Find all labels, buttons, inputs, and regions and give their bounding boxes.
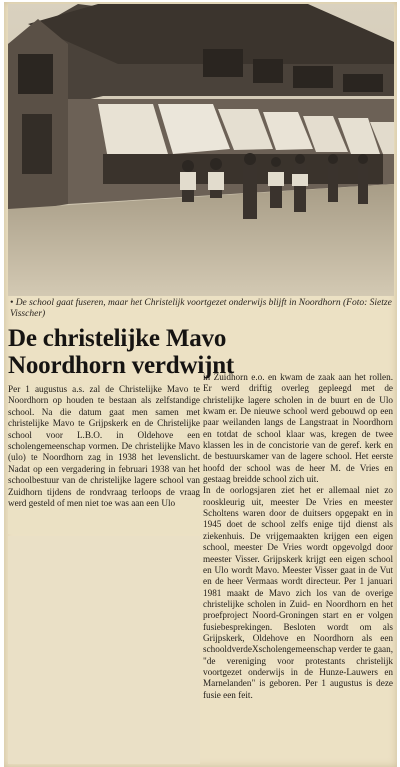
school-building-image xyxy=(8,4,394,296)
photo-caption: • De school gaat fuseren, maar het Christelijk voortgezet onderwijs blijft in Noordhorn (Foto: Sietze Visscher) xyxy=(10,298,392,319)
article-column-right xyxy=(203,372,393,764)
headline-line-1: De christelijke Mavo xyxy=(8,325,227,352)
article-paragraph: in Zuidhorn e.o. en kwam de zaak aan het rollen. Er werd driftig overleg gepleegd met de christelijke lagere scholen in de buurt en de Ulo kwam er. De nieuwe school werd gebouwd op een paar weilanden langs de Langstraat in Noordhorn en totdat de school klaar was, kregen de twee klassen les in de concistorie van de geref. kerk en de bestuurskamer van de lagere school. Het eerste hoofd der school was de heer M. de Vries en gestaag breidde school zich uit. xyxy=(203,372,393,485)
blank-area xyxy=(8,536,200,764)
article-headline xyxy=(8,325,308,379)
article-paragraph: Per 1 augustus a.s. zal de Christelijke Mavo te Noordhorn op houden te bestaan als zelfstandige school. Na die datum gaat men samen met christelijke Mavo te Grijpskerk en de Christelijke school voor L.B.O. in Oldehove een scholengemeenschap vormen. De christelijke Mavo (ulo) te Noordhorn zag in 1938 het levenslicht. Nadat op een vergadering in februari 1938 van het schoolbestuur van de christelijke lagere school van Zuidhorn tijdens de rondvraag terloops de vraag werd gesteld of men niet toe was aan een Ulo xyxy=(8,384,200,509)
article-paragraph: In de oorlogsjaren ziet het er allemaal niet zo rooskleurig uit, meester De Vries en meester Scholtens waren door de duitsers opgepakt en in 1945 doet de school zelfs enige tijd dienst als ziekenhuis. De vrijgemaakten krijgen een eigen school, meester De Vries wordt opgevolgd door meester Visser. Grijpskerk krijgt een eigen school en Ulo wordt Mavo. Meester Visser gaat in de Vut en de heer Vermaas wordt directeur. Per 1 januari 1981 maakt de Mavo zich los van de overige christelijke scholen in Zuid- en Noordhorn en het proefproject Noord-Groningen start en er volgen fusiebesprekingen. Besloten wordt om als Grijpskerk, Oldehove en Noordhorn als een schooldverdeXscholengemeenschap verder te gaan, "de vereniging voor protestants christelijk voortgezet onderwijs in de Hunze-Lauwers en Marnelanden" is geboren. Per 1 augustus is deze fusie een feit. xyxy=(203,485,393,700)
article-column-left xyxy=(8,384,200,534)
headline-line-2: Noordhorn verdwijnt xyxy=(8,352,235,379)
school-photo xyxy=(8,4,394,296)
